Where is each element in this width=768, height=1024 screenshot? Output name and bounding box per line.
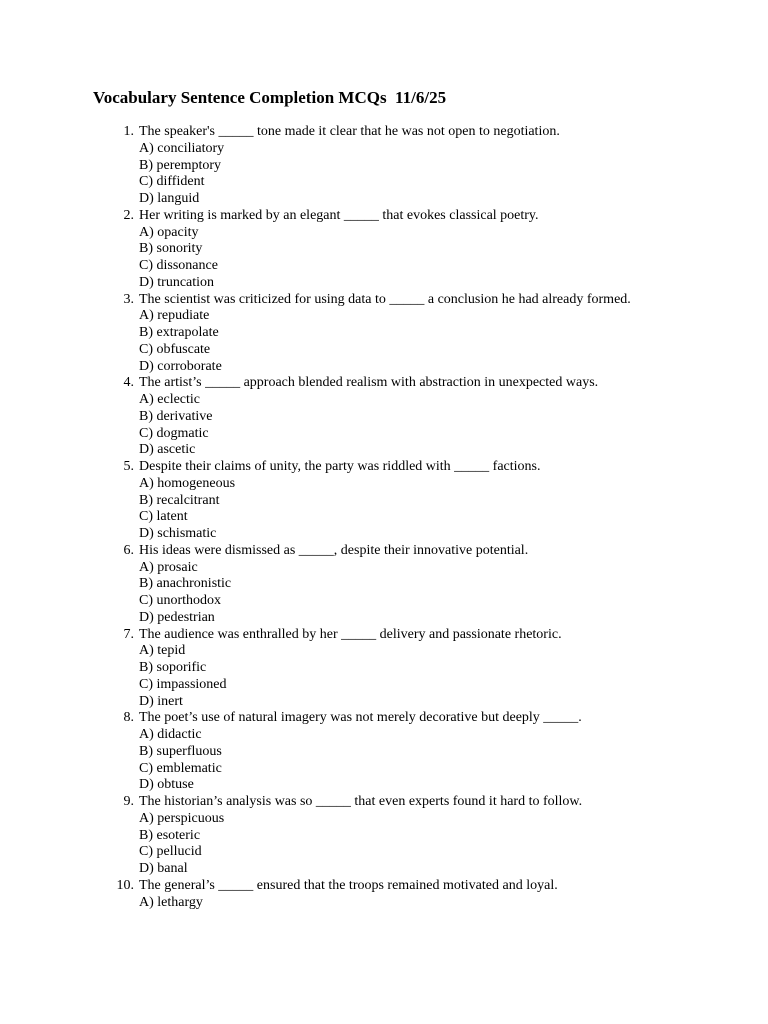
answer-option: D) inert xyxy=(139,693,183,709)
answer-option: A) lethargy xyxy=(139,894,203,910)
question-text: His ideas were dismissed as _____, despite their innovative potential. xyxy=(139,542,529,558)
answer-options xyxy=(139,560,672,627)
answer-option: B) derivative xyxy=(139,408,213,424)
answer-option: B) anachronistic xyxy=(139,576,232,592)
document-title: Vocabulary Sentence Completion MCQs 11/6/25 xyxy=(93,88,447,107)
question-item xyxy=(112,208,672,292)
question-text: The scientist was criticized for using data to _____ a conclusion he had already formed. xyxy=(139,291,631,307)
answer-options xyxy=(139,895,672,912)
answer-option: A) homogeneous xyxy=(139,475,236,491)
question-list xyxy=(112,124,672,911)
answer-option: C) pellucid xyxy=(139,844,202,860)
answer-option: A) perspicuous xyxy=(139,810,225,826)
question-text: Despite their claims of unity, the party was riddled with _____ factions. xyxy=(139,459,541,474)
question-item xyxy=(112,375,672,459)
answer-option: D) ascetic xyxy=(139,442,196,458)
answer-options xyxy=(139,727,672,794)
answer-option: C) diffident xyxy=(139,174,205,190)
answer-option: C) unorthodox xyxy=(139,593,222,608)
answer-option: D) pedestrian xyxy=(139,609,215,625)
question-number: 1. xyxy=(123,124,134,139)
answer-option: C) latent xyxy=(139,509,188,525)
answer-option: B) esoteric xyxy=(139,827,201,843)
question-number: 7. xyxy=(123,626,134,642)
question-number: 6. xyxy=(123,542,134,558)
question-item xyxy=(112,124,672,208)
answer-option: B) superfluous xyxy=(139,743,222,759)
answer-option: C) impassioned xyxy=(139,676,227,692)
answer-option: C) obfuscate xyxy=(139,341,211,357)
answer-option: A) conciliatory xyxy=(139,140,225,156)
answer-option: D) banal xyxy=(139,861,188,876)
answer-option: C) dissonance xyxy=(139,258,218,273)
answer-options xyxy=(139,392,672,459)
answer-options xyxy=(139,225,672,292)
answer-options xyxy=(139,476,672,543)
answer-options xyxy=(139,643,672,710)
question-number: 2. xyxy=(123,207,134,223)
answer-option: B) sonority xyxy=(139,241,203,257)
answer-option: B) recalcitrant xyxy=(139,492,220,508)
answer-options xyxy=(139,811,672,878)
answer-option: C) dogmatic xyxy=(139,425,209,441)
question-item xyxy=(112,710,672,794)
answer-option: C) emblematic xyxy=(139,760,222,776)
question-number: 9. xyxy=(123,794,134,809)
answer-option: A) opacity xyxy=(139,224,199,240)
answer-option: D) languid xyxy=(139,191,200,206)
answer-option: A) tepid xyxy=(139,643,186,659)
question-text: The poet’s use of natural imagery was not merely decorative but deeply _____. xyxy=(139,710,582,726)
answer-option: A) repudiate xyxy=(139,308,210,324)
answer-option: B) soporific xyxy=(139,660,207,675)
answer-option: D) truncation xyxy=(139,274,215,290)
question-number: 4. xyxy=(123,375,134,391)
question-number: 5. xyxy=(123,459,134,474)
question-text: The historian’s analysis was so _____ that even experts found it hard to follow. xyxy=(139,794,583,809)
answer-option: B) peremptory xyxy=(139,157,222,173)
answer-options xyxy=(139,141,672,208)
answer-option: A) prosaic xyxy=(139,559,198,575)
question-text: Her writing is marked by an elegant _____ that evokes classical poetry. xyxy=(139,207,539,223)
answer-option: A) didactic xyxy=(139,727,202,742)
answer-option: D) obtuse xyxy=(139,777,194,793)
question-number: 8. xyxy=(123,710,134,726)
question-number: 3. xyxy=(123,291,134,307)
question-item xyxy=(112,292,672,376)
question-item xyxy=(112,878,672,912)
answer-option: D) corroborate xyxy=(139,358,222,374)
answer-option: B) extrapolate xyxy=(139,325,219,340)
question-text: The audience was enthralled by her _____ delivery and passionate rhetoric. xyxy=(139,626,562,642)
question-item xyxy=(112,794,672,878)
question-text: The speaker's _____ tone made it clear that he was not open to negotiation. xyxy=(139,124,560,139)
answer-option: D) schismatic xyxy=(139,526,217,541)
question-item xyxy=(112,627,672,711)
question-text: The artist’s _____ approach blended realism with abstraction in unexpected ways. xyxy=(139,375,599,391)
question-item xyxy=(112,459,672,543)
question-item xyxy=(112,543,672,627)
question-number: 10. xyxy=(116,877,134,893)
answer-options xyxy=(139,308,672,375)
answer-option: A) eclectic xyxy=(139,392,201,407)
question-text: The general’s _____ ensured that the troops remained motivated and loyal. xyxy=(139,877,558,893)
